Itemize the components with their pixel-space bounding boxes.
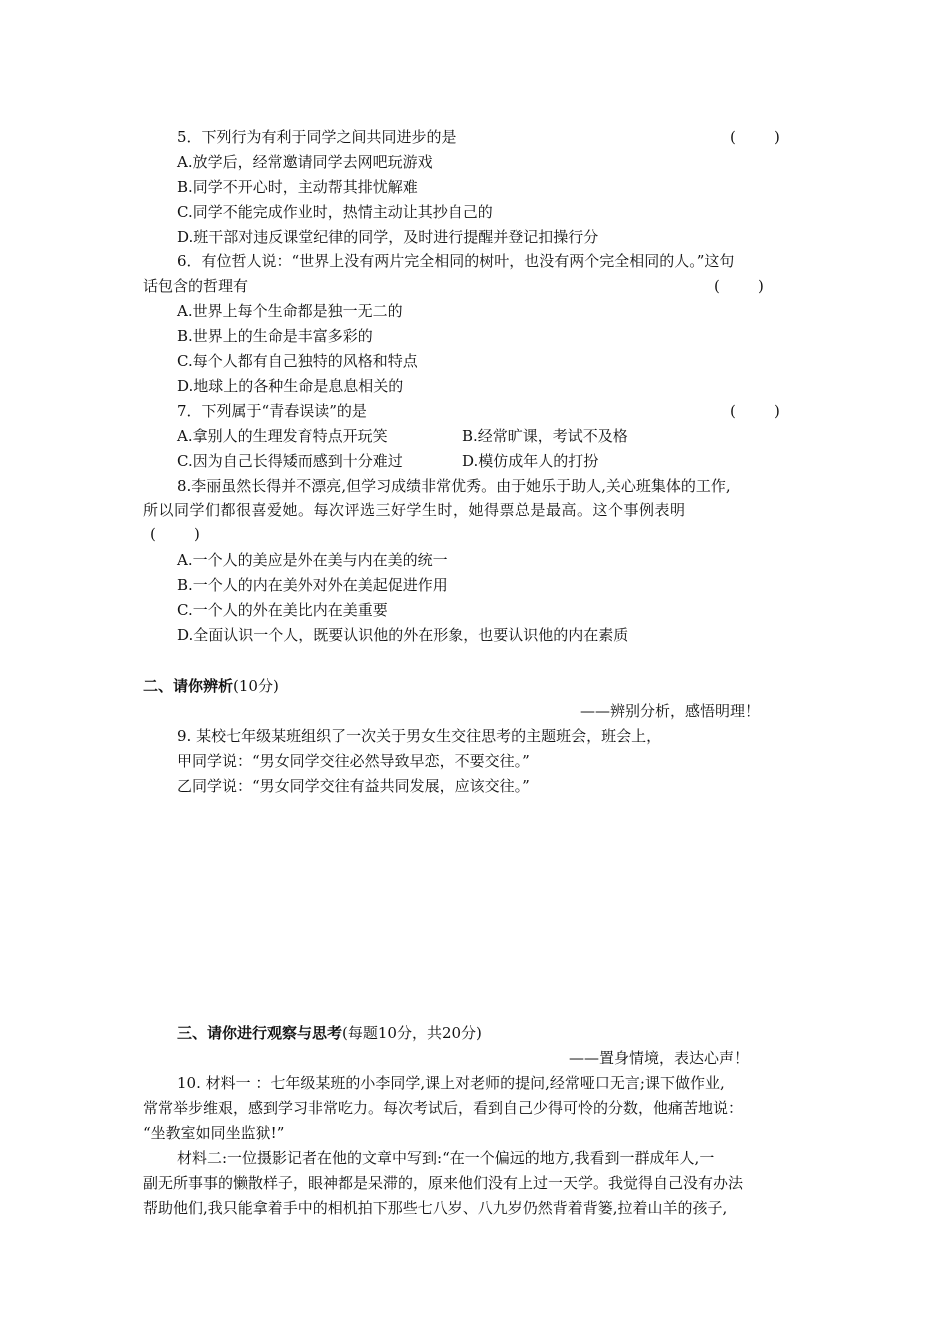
q6-option-a: A.世界上每个生命都是独一无二的: [177, 302, 403, 320]
section3-score: (每题10分，共20分): [342, 1024, 482, 1042]
section2-motto: ——辨别分析，感悟明理！: [580, 702, 761, 720]
q5-option-a: A.放学后，经常邀请同学去网吧玩游戏: [177, 153, 433, 171]
q10-material2-line3: 帮助他们,我只能拿着手中的相机拍下那些七八岁、八九岁仍然背着背篓,拉着山羊的孩子,: [143, 1199, 728, 1217]
section2-title: 二、请你辨析: [143, 677, 234, 695]
q6-option-b: B.世界上的生命是丰富多彩的: [177, 327, 373, 345]
q7-option-a: A.拿别人的生理发育特点开玩笑: [177, 427, 388, 445]
q8-answer-paren: ( ): [150, 525, 200, 543]
q8-option-d: D.全面认识一个人，既要认识他的外在形象，也要认识他的内在素质: [177, 626, 629, 644]
q6-option-d: D.地球上的各种生命是息息相关的: [177, 377, 404, 395]
q5-answer-paren: ( ): [730, 128, 780, 146]
q6-option-c: C.每个人都有自己独特的风格和特点: [177, 352, 418, 370]
q7-option-d: D.模仿成年人的打扮: [462, 452, 599, 470]
q7-option-b: B.经常旷课，考试不及格: [462, 427, 628, 445]
q9-line2: 甲同学说：“男女同学交往必然导致早恋，不要交往。”: [177, 752, 530, 770]
q7-stem: 7．下列属于“青春误读”的是: [177, 402, 367, 420]
section3-heading: [177, 1023, 482, 1043]
q10-material1-line3: “坐教室如同坐监狱!”: [143, 1124, 285, 1142]
section2-score: (10分): [233, 677, 279, 695]
q6-stem-line1: 6．有位哲人说：“世界上没有两片完全相同的树叶，也没有两个完全相同的人。”这句: [177, 252, 735, 270]
section3-title: 三、请你进行观察与思考: [177, 1024, 343, 1042]
q10-material2-line1: 材料二:一位摄影记者在他的文章中写到:“在一个偏远的地方,我看到一群成年人,一: [177, 1149, 715, 1167]
q7-answer-paren: ( ): [730, 402, 780, 420]
q9-line1: 9. 某校七年级某班组织了一次关于男女生交往思考的主题班会，班会上，: [177, 727, 662, 745]
q8-option-b: B.一个人的内在美外对外在美起促进作用: [177, 576, 448, 594]
q10-material1-line2: 常常举步维艰，感到学习非常吃力。每次考试后，看到自己少得可怜的分数，他痛苦地说：: [143, 1099, 744, 1117]
section2-heading: [143, 676, 279, 696]
q8-stem-line1: 8.李丽虽然长得并不漂亮,但学习成绩非常优秀。由于她乐于助人,关心班集体的工作,: [177, 477, 731, 495]
q8-option-c: C.一个人的外在美比内在美重要: [177, 601, 388, 619]
q8-option-a: A.一个人的美应是外在美与内在美的统一: [177, 551, 448, 569]
section3-motto: ——置身情境，表达心声！: [569, 1049, 750, 1067]
q5-option-b: B.同学不开心时，主动帮其排忧解难: [177, 178, 418, 196]
q10-material1-line1: 10. 材料一 ：七年级某班的小李同学,课上对老师的提问,经常哑口无言;课下做作业,: [177, 1074, 725, 1092]
q6-stem-line2: 话包含的哲理有: [143, 277, 249, 295]
q7-option-c: C.因为自己长得矮而感到十分难过: [177, 452, 403, 470]
q5-option-c: C.同学不能完成作业时，热情主动让其抄自己的: [177, 203, 493, 221]
q5-option-d: D.班干部对违反课堂纪律的同学，及时进行提醒并登记扣操行分: [177, 228, 599, 246]
q6-answer-paren: ( ): [714, 277, 764, 295]
q8-stem-line2: 所以同学们都很喜爱她。每次评选三好学生时，她得票总是最高。这个事例表明: [143, 501, 686, 519]
q9-line3: 乙同学说：“男女同学交往有益共同发展，应该交往。”: [177, 777, 530, 795]
q5-stem: 5．下列行为有利于同学之间共同进步的是: [177, 128, 457, 146]
q10-material2-line2: 副无所事事的懒散样子，眼神都是呆滞的，原来他们没有上过一天学。我觉得自己没有办法: [143, 1174, 744, 1192]
